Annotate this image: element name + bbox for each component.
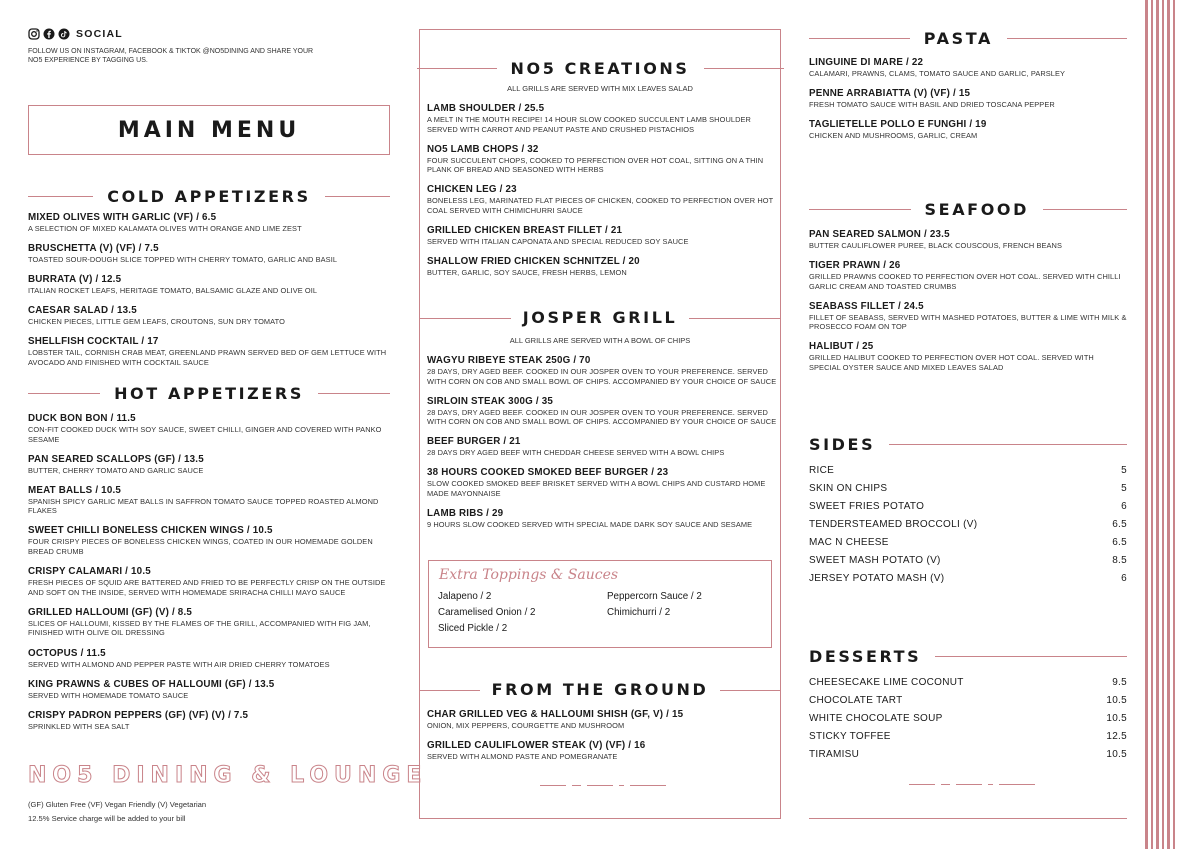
hot-appetizers-list: [28, 413, 390, 741]
price-row: [809, 570, 1127, 588]
price-row-name: WHITE CHOCOLATE SOUP: [809, 713, 943, 724]
price-row-name: TIRAMISU: [809, 749, 860, 760]
menu-item: [427, 508, 777, 530]
menu-item: [809, 57, 1127, 79]
menu-item-name: CRISPY CALAMARI / 10.5: [28, 566, 151, 578]
price-row: [809, 462, 1127, 480]
price-row: [809, 498, 1127, 516]
price-row: [809, 746, 1127, 764]
menu-item: [28, 566, 390, 597]
menu-item-description: CHICKEN PIECES, LITTLE GEM LEAFS, CROUTONS, SUN DRY TOMATO: [28, 317, 285, 327]
topping-item: Peppercorn Sauce / 2: [607, 591, 702, 602]
menu-item-description: 28 DAYS DRY AGED BEEF WITH CHEDDAR CHEESE SERVED WITH A BOWL CHIPS: [427, 448, 725, 458]
menu-item-name: MEAT BALLS / 10.5: [28, 484, 122, 496]
menu-item-name: DUCK BON BON / 11.5: [28, 413, 136, 424]
section-title: COLD APPETIZERS: [107, 187, 311, 206]
menu-item: [427, 436, 777, 458]
price-row: [809, 534, 1127, 552]
hot-appetizers-heading: [28, 384, 390, 403]
menu-item: [28, 710, 390, 732]
price-row: [809, 552, 1127, 570]
price-row-price: 9.5: [1112, 677, 1127, 688]
section-title: SIDES: [809, 435, 876, 454]
pasta-list: [809, 57, 1127, 150]
menu-item-name: 38 HOURS COOKED SMOKED BEEF BURGER / 23: [427, 467, 669, 479]
price-row: [809, 674, 1127, 692]
creations-list: [427, 103, 777, 287]
price-row-price: 5: [1121, 483, 1127, 494]
facebook-icon[interactable]: [43, 28, 55, 40]
topping-item: Sliced Pickle / 2: [438, 623, 508, 634]
main-menu-box: [28, 105, 390, 155]
cold-appetizers-heading: [28, 187, 390, 206]
decorative-stripes: [1145, 0, 1175, 849]
menu-item-description: FILLET OF SEABASS, SERVED WITH MASHED POTATOES, BUTTER & LIME WITH MILK & PROSECCO FOAM ON TOP: [809, 312, 1127, 332]
menu-item-name: PENNE ARRABIATTA (V) (VF) / 15: [809, 88, 971, 100]
section-title: DESSERTS: [809, 647, 922, 666]
menu-item: [427, 709, 777, 731]
topping-item: Caramelised Onion / 2: [438, 607, 536, 618]
menu-item: [809, 88, 1127, 110]
menu-item-description: 9 HOURS SLOW COOKED SERVED WITH SPECIAL MADE DARK SOY SAUCE AND SESAME: [427, 520, 753, 530]
menu-item-description: TOASTED SOUR-DOUGH SLICE TOPPED WITH CHERRY TOMATO, GARLIC AND BASIL: [28, 255, 338, 265]
sides-heading: [809, 435, 1127, 454]
menu-item-description: ITALIAN ROCKET LEAFS, HERITAGE TOMATO, BALSAMIC GLAZE AND OLIVE OIL: [28, 286, 318, 296]
menu-item-name: SWEET CHILLI BONELESS CHICKEN WINGS / 10.5: [28, 525, 273, 537]
menu-item: [28, 413, 390, 444]
menu-item-name: TIGER PRAWN / 26: [809, 260, 901, 272]
menu-item-name: BEEF BURGER / 21: [427, 436, 521, 448]
menu-item: [28, 607, 390, 638]
menu-item-description: BUTTER, CHERRY TOMATO AND GARLIC SAUCE: [28, 465, 204, 475]
menu-item-name: SEABASS FILLET / 24.5: [809, 300, 924, 312]
section-title: JOSPER GRILL: [511, 308, 690, 327]
tiktok-icon[interactable]: [58, 28, 70, 40]
menu-item-description: GRILLED HALIBUT COOKED TO PERFECTION OVER HOT COAL. SERVED WITH SPECIAL OYSTER SAUCE AND MIXED LEAVES SALAD: [809, 353, 1094, 373]
price-row-name: CHEESECAKE LIME COCONUT: [809, 677, 964, 688]
price-row-price: 6.5: [1112, 519, 1127, 530]
price-row-name: SWEET MASH POTATO (V): [809, 555, 941, 566]
menu-item: [28, 243, 390, 265]
menu-item: [809, 301, 1127, 332]
menu-item-name: CHICKEN LEG / 23: [427, 184, 517, 196]
menu-item: [427, 103, 777, 134]
menu-item-description: BUTTER, GARLIC, SOY SAUCE, FRESH HERBS, LEMON: [427, 268, 627, 278]
menu-item: [809, 341, 1127, 372]
section-title: NO5 CREATIONS: [510, 59, 690, 78]
menu-item: [28, 485, 390, 516]
menu-item-description: SERVED WITH ALMOND PASTE AND POMEGRANATE: [427, 752, 618, 762]
section-title: SEAFOOD: [924, 200, 1029, 219]
ground-list: [427, 709, 777, 771]
menu-item-name: PAN SEARED SALMON / 23.5: [809, 229, 950, 240]
creations-note: ALL GRILLS ARE SERVED WITH MIX LEAVES SALAD: [507, 84, 693, 93]
desserts-list: [809, 674, 1127, 764]
menu-item-name: GRILLED CHICKEN BREAST FILLET / 21: [427, 225, 623, 237]
price-row-price: 10.5: [1106, 749, 1127, 760]
section-title: HOT APPETIZERS: [114, 384, 304, 403]
toppings-grid: [438, 591, 768, 634]
decorative-dashes: [540, 785, 666, 786]
decorative-dashes: [909, 784, 1035, 785]
brand-logo: NO5 DINING & LOUNGE: [28, 763, 428, 788]
menu-item-description: FOUR SUCCULENT CHOPS, COOKED TO PERFECTION OVER HOT COAL, SITTING ON A THIN PLANK OF BREAD AND SEASONED WITH HERBS: [427, 155, 764, 175]
menu-item-description: GRILLED PRAWNS COOKED TO PERFECTION OVER HOT COAL. SERVED WITH CHILLI GARLIC CREAM AND TOASTED CRUMBS: [809, 272, 1121, 291]
menu-item-description: 28 DAYS, DRY AGED BEEF. COOKED IN OUR JOSPER OVEN TO YOUR PREFERENCE. SERVED WITH CORN ON COB AND SMALL BOWL OF CHIPS. ACCOMPANIED BY YOUR CHOICE OF SAUCE: [427, 367, 777, 386]
menu-item-description: SERVED WITH ITALIAN CAPONATA AND SPECIAL REDUCED SOY SAUCE: [427, 237, 689, 247]
pasta-heading: [809, 29, 1127, 48]
menu-item: [28, 305, 390, 327]
menu-item-name: TAGLIETELLE POLLO E FUNGHI / 19: [809, 119, 987, 131]
josper-note: ALL GRILLS ARE SERVED WITH A BOWL OF CHIPS: [509, 336, 691, 345]
menu-item-name: HALIBUT / 25: [809, 341, 874, 353]
menu-item-description: 28 DAYS, DRY AGED BEEF. COOKED IN OUR JOSPER OVEN TO YOUR PREFERENCE. SERVED WITH CORN ON COB AND SMALL BOWL OF CHIPS. ACCOMPANIED BY YOUR CHOICE OF SAUCE: [427, 407, 777, 427]
price-row-name: SKIN ON CHIPS: [809, 483, 888, 494]
menu-item: [28, 212, 390, 234]
price-row-name: CHOCOLATE TART: [809, 695, 903, 706]
menu-item-description: CON-FIT COOKED DUCK WITH SOY SAUCE, SWEET CHILLI, GINGER AND COVERED WITH PANKO SESAME: [28, 425, 382, 444]
social-label: SOCIAL: [76, 28, 123, 40]
menu-item: [427, 184, 777, 215]
menu-item-description: SLOW COOKED SMOKED BEEF BRISKET SERVED WITH A BOWL CHIPS AND CUSTARD HOME MADE MAYONNAISE: [427, 479, 766, 499]
price-row-price: 10.5: [1106, 713, 1127, 724]
menu-item-name: CAESAR SALAD / 13.5: [28, 305, 137, 317]
menu-item-description: FRESH PIECES OF SQUID ARE BATTERED AND FRIED TO BE PERFECTLY CRISP ON THE OUTSIDE AND SOFT ON THE INSIDE, SERVED WITH HOMEMADE SRIRACHA CHILLI MAYO SAUCE: [28, 578, 386, 597]
menu-item: [28, 648, 390, 670]
price-row: [809, 710, 1127, 728]
price-row-price: 10.5: [1106, 695, 1127, 706]
social-text: FOLLOW US ON INSTAGRAM, FACEBOOK & TIKTOK @NO5DINING AND SHARE YOUR NO5 EXPERIENCE BY TAGGING US.: [28, 48, 314, 64]
menu-item-description: A SELECTION OF MIXED KALAMATA OLIVES WITH ORANGE AND LIME ZEST: [28, 224, 302, 233]
instagram-icon[interactable]: [28, 28, 40, 40]
menu-item-description: SLICES OF HALLOUMI, KISSED BY THE FLAMES OF THE GRILL, ACCOMPANIED WITH FIG JAM, FINISHED WITH OLIVE OIL DRESSING: [28, 618, 371, 638]
menu-item-description: A MELT IN THE MOUTH RECIPE! 14 HOUR SLOW COOKED SUCCULENT LAMB SHOULDER SERVED WITH CARROT AND PEANUT PASTE AND CRUSHED PISTACHIOS: [427, 115, 751, 134]
menu-item-name: LINGUINE DI MARE / 22: [809, 57, 924, 68]
cold-appetizers-list: [28, 212, 390, 377]
menu-item: [809, 260, 1127, 291]
menu-item-description: ONION, MIX PEPPERS, COURGETTE AND MUSHROOM: [427, 721, 625, 730]
seafood-list: [809, 229, 1127, 382]
price-row-name: JERSEY POTATO MASH (V): [809, 573, 945, 584]
menu-item-description: BUTTER CAULIFLOWER PUREE, BLACK COUSCOUS, FRENCH BEANS: [809, 241, 1063, 250]
menu-item-description: SERVED WITH HOMEMADE TOMATO SAUCE: [28, 690, 189, 700]
menu-item-name: LAMB SHOULDER / 25.5: [427, 103, 545, 114]
main-menu-title: MAIN MENU: [117, 117, 301, 143]
josper-heading: [419, 308, 781, 327]
menu-item-name: CHAR GRILLED VEG & HALLOUMI SHISH (GF, V) / 15: [427, 709, 684, 720]
menu-item-name: WAGYU RIBEYE STEAK 250G / 70: [427, 355, 591, 366]
menu-item-name: CRISPY PADRON PEPPERS (GF) (VF) (V) / 7.5: [28, 709, 249, 721]
topping-item: Chimichurri / 2: [607, 607, 671, 618]
menu-item-name: NO5 LAMB CHOPS / 32: [427, 143, 539, 155]
menu-item: [809, 229, 1127, 251]
menu-item: [28, 454, 390, 476]
topping-item: Jalapeno / 2: [438, 591, 492, 602]
menu-item: [427, 396, 777, 427]
dietary-legend: (GF) Gluten Free (VF) Vegan Friendly (V) Vegetarian: [28, 800, 207, 809]
section-title: FROM THE GROUND: [480, 680, 721, 699]
menu-item-name: SHALLOW FRIED CHICKEN SCHNITZEL / 20: [427, 256, 640, 268]
price-row-price: 6: [1121, 501, 1127, 512]
creations-heading: [419, 59, 781, 78]
menu-item-name: GRILLED HALLOUMI (GF) (V) / 8.5: [28, 606, 193, 618]
menu-item: [427, 740, 777, 762]
price-row: [809, 728, 1127, 746]
price-row-price: 12.5: [1106, 731, 1127, 742]
price-row-price: 6: [1121, 573, 1127, 584]
section-title: PASTA: [923, 29, 993, 48]
menu-item-description: LOBSTER TAIL, CORNISH CRAB MEAT, GREENLAND PRAWN SERVED BED OF GEM LETTUCE WITH AVOCADO AND FINISHED WITH COCKTAIL SAUCE: [28, 348, 387, 367]
menu-item: [427, 467, 777, 498]
menu-item-name: SHELLFISH COCKTAIL / 17: [28, 336, 159, 348]
menu-item-name: LAMB RIBS / 29: [427, 508, 504, 520]
extra-toppings-box: [428, 560, 772, 648]
josper-list: [427, 355, 777, 539]
menu-item-name: PAN SEARED SCALLOPS (GF) / 13.5: [28, 453, 204, 465]
menu-item: [28, 525, 390, 556]
seafood-heading: [809, 200, 1127, 219]
menu-item-description: SPANISH SPICY GARLIC MEAT BALLS IN SAFFRON TOMATO SAUCE TOPPED ROASTED ALMOND FLAKES: [28, 496, 379, 516]
menu-item-name: BRUSCHETTA (V) (VF) / 7.5: [28, 243, 159, 255]
price-row: [809, 692, 1127, 710]
menu-item: [28, 679, 390, 701]
menu-item: [427, 256, 777, 278]
price-row: [809, 516, 1127, 534]
price-row-name: TENDERSTEAMED BROCCOLI (V): [809, 519, 978, 530]
menu-item: [28, 336, 390, 367]
footer-line: [809, 818, 1127, 819]
social-header: [28, 28, 123, 40]
menu-item-name: OCTOPUS / 11.5: [28, 647, 106, 659]
menu-item-description: SPRINKLED WITH SEA SALT: [28, 721, 130, 731]
service-charge-note: 12.5% Service charge will be added to your bill: [28, 814, 186, 823]
price-row-price: 5: [1121, 465, 1127, 476]
sides-list: [809, 462, 1127, 588]
price-row-price: 8.5: [1112, 555, 1127, 566]
price-row-name: MAC N CHEESE: [809, 537, 889, 548]
menu-item-description: FOUR CRISPY PIECES OF BONELESS CHICKEN WINGS, COATED IN OUR HOMEMADE GOLDEN BREAD CRUMB: [28, 537, 373, 557]
menu-item-name: MIXED OLIVES WITH GARLIC (VF) / 6.5: [28, 212, 217, 223]
menu-item: [427, 225, 777, 247]
price-row-name: RICE: [809, 465, 835, 476]
menu-item-description: SERVED WITH ALMOND AND PEPPER PASTE WITH AIR DRIED CHERRY TOMATOES: [28, 659, 330, 669]
menu-item: [28, 274, 390, 296]
price-row-price: 6.5: [1112, 537, 1127, 548]
menu-item: [427, 355, 777, 386]
menu-item-name: SIRLOIN STEAK 300G / 35: [427, 395, 554, 407]
menu-item-description: CALAMARI, PRAWNS, CLAMS, TOMATO SAUCE AND GARLIC, PARSLEY: [809, 69, 1066, 78]
toppings-title: Extra Toppings & Sauces: [439, 567, 619, 583]
menu-item-name: BURRATA (V) / 12.5: [28, 274, 122, 286]
menu-item-description: BONELESS LEG, MARINATED FLAT PIECES OF CHICKEN, COOKED TO PERFECTION OVER HOT COAL SERVED WITH CHIMICHURRI SAUCE: [427, 196, 774, 215]
price-row-name: SWEET FRIES POTATO: [809, 501, 925, 512]
menu-item-name: KING PRAWNS & CUBES OF HALLOUMI (GF) / 13.5: [28, 678, 275, 690]
menu-item-name: GRILLED CAULIFLOWER STEAK (V) (VF) / 16: [427, 740, 646, 752]
menu-item-description: CHICKEN AND MUSHROOMS, GARLIC, CREAM: [809, 131, 978, 141]
menu-item: [809, 119, 1127, 141]
menu-item: [427, 144, 777, 175]
price-row-name: STICKY TOFFEE: [809, 731, 891, 742]
price-row: [809, 480, 1127, 498]
menu-item-description: FRESH TOMATO SAUCE WITH BASIL AND DRIED TOSCANA PEPPER: [809, 100, 1055, 110]
ground-heading: [419, 680, 781, 699]
desserts-heading: [809, 647, 1127, 666]
